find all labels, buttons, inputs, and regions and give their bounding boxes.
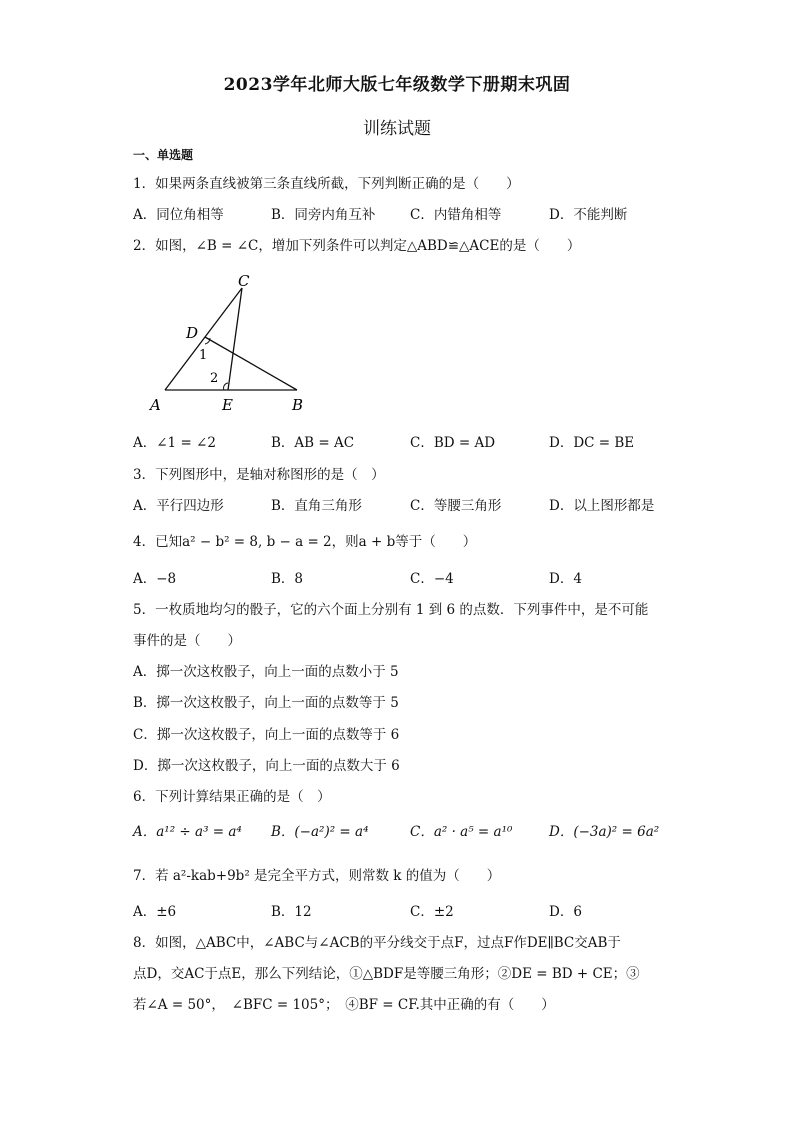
question-5-option-d: D．掷一次这枚骰子，向上一面的点数大于 6 [133,758,400,774]
label-angle-1: 1 [199,348,208,363]
question-2-option-b: B．AB = AC [271,435,355,451]
label-angle-2: 2 [210,371,219,386]
question-2-stem: 2．如图，∠B = ∠C，增加下列条件可以判定△ABD≌△ACE的是（ ） [133,238,581,254]
label-a: A [150,396,161,414]
question-6-option-d: D．(−3a)² = 6a² [549,824,660,840]
question-4-option-a: A．−8 [133,571,177,587]
question-6-stem: 6．下列计算结果正确的是（ ） [133,789,331,805]
question-6-option-b: B．(−a²)² = a⁴ [271,824,369,840]
question-7-option-c: C．±2 [410,904,454,920]
label-d: D [186,324,199,342]
question-7-option-a: A．±6 [133,904,177,920]
question-4-option-c: C．−4 [410,571,454,587]
question-4-option-b: B．8 [271,571,304,587]
triangle-figure [140,268,320,418]
question-1-stem: 1．如果两条直线被第三条直线所截，下列判断正确的是（ ） [133,176,520,192]
question-1-option-b: B．同旁内角互补 [271,207,376,223]
question-4-stem: 4．已知a² − b² = 8, b − a = 2，则a + b等于（ ） [133,534,477,550]
question-5-option-b: B．掷一次这枚骰子，向上一面的点数等于 5 [133,695,399,711]
question-3-option-c: C．等腰三角形 [410,498,502,514]
question-2-option-c: C．BD = AD [410,435,496,451]
question-2-option-a: A．∠1 = ∠2 [133,435,216,451]
question-4-option-d: D．4 [549,571,582,587]
question-3-option-a: A．平行四边形 [133,498,224,514]
question-1-option-d: D．不能判断 [549,207,628,223]
question-3-option-b: B．直角三角形 [271,498,362,514]
question-6-option-a: A．a¹² ÷ a³ = a⁴ [133,824,242,840]
question-5-stem-line-2: 事件的是（ ） [133,633,241,649]
question-5-option-a: A．掷一次这枚骰子，向上一面的点数小于 5 [133,664,399,680]
section-heading: 一、单选题 [133,148,194,162]
question-2-option-d: D．DC = BE [549,435,635,451]
question-1-option-c: C．内错角相等 [410,207,502,223]
question-7-option-b: B．12 [271,904,312,920]
question-5-option-c: C．掷一次这枚骰子，向上一面的点数等于 6 [133,727,400,743]
question-3-option-d: D．以上图形都是 [549,498,655,514]
label-b: B [292,396,304,414]
question-3-stem: 3．下列图形中，是轴对称图形的是（ ） [133,467,385,483]
question-7-stem: 7．若 a²-kab+9b² 是完全平方式，则常数 k 的值为（ ） [133,868,501,884]
question-8-line-1: 8．如图，△ABC中，∠ABC与∠ACB的平分线交于点F，过点F作DE∥BC交AB于 [133,935,621,951]
page-subtitle: 训练试题 [363,119,431,139]
question-8-line-2: 点D，交AC于点E，那么下列结论，①△BDF是等腰三角形；②DE = BD + CE；③ [133,966,640,982]
question-1-option-a: A．同位角相等 [133,207,224,223]
label-c: C [238,272,250,290]
page-title: 2023学年北师大版七年级数学下册期末巩固 [223,75,571,95]
question-5-stem-line-1: 5．一枚质地均匀的骰子，它的六个面上分别有 1 到 6 的点数．下列事件中，是不可能 [133,602,649,618]
label-e: E [222,396,233,414]
question-6-option-c: C．a² · a⁵ = a¹⁰ [410,824,513,840]
question-8-line-3: 若∠A = 50°， ∠BFC = 105°； ④BF = CF.其中正确的有（ ） [133,997,555,1013]
question-7-option-d: D．6 [549,904,582,920]
